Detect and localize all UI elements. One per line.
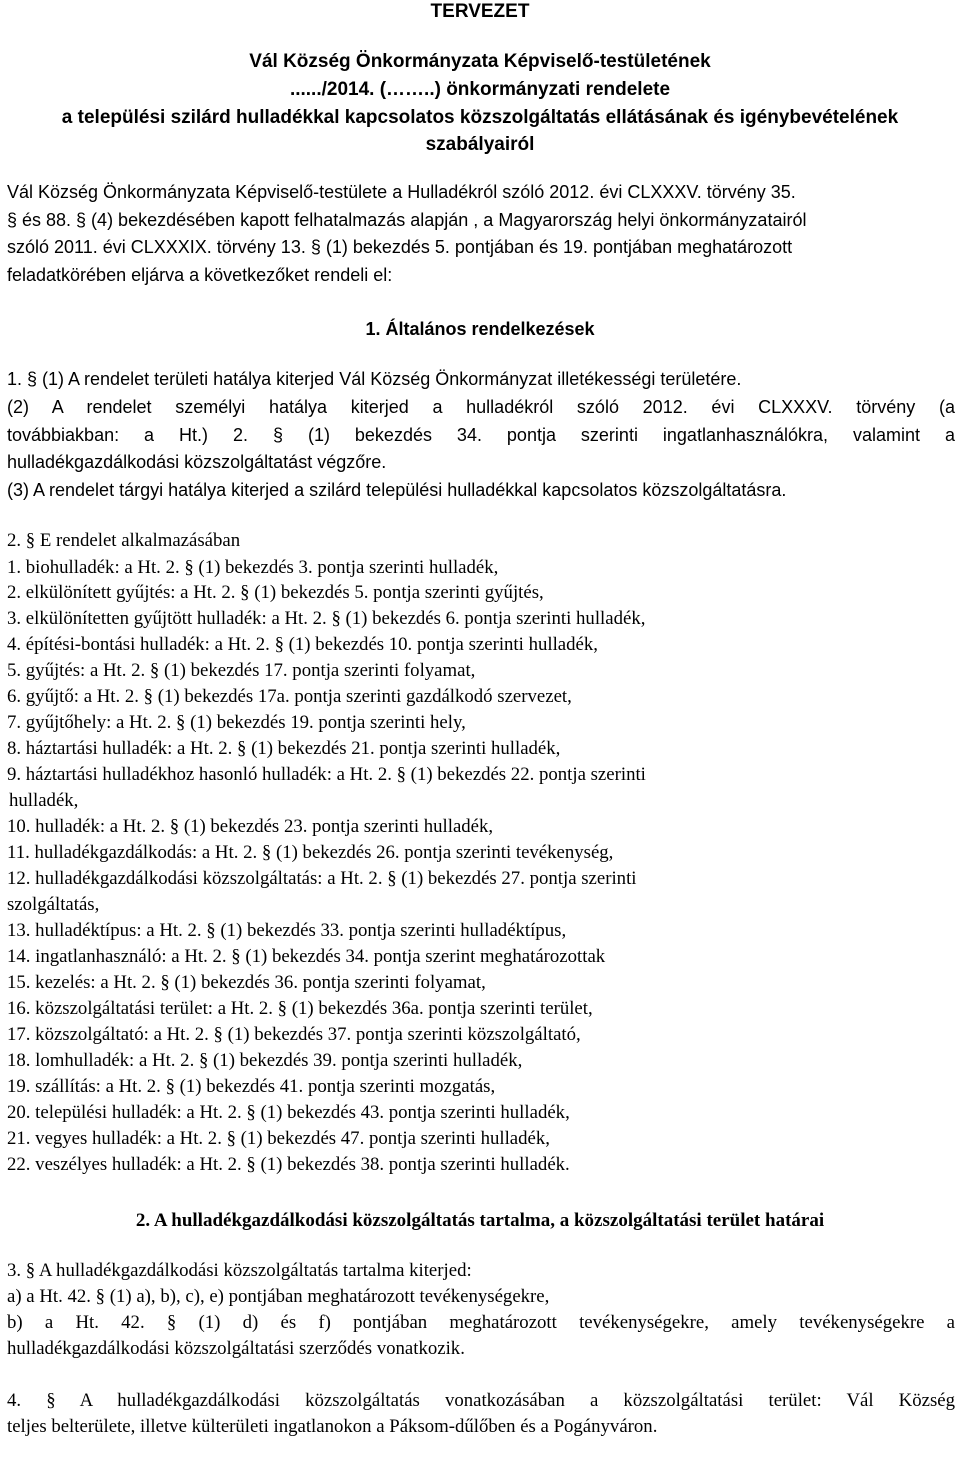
paragraph-line: (3) A rendelet tárgyi hatálya kiterjed a szilárd települési hulladékkal kapcsolatos közszolgáltatásra.	[7, 480, 787, 500]
definition-item: 3. elkülönítetten gyűjtött hulladék: a Ht. 2. § (1) bekezdés 6. pontja szerinti hulladék,	[7, 608, 646, 629]
preamble-line: feladatkörében eljárva a következőket rendeli el:	[7, 265, 393, 285]
definition-item: 12. hulladékgazdálkodási közszolgáltatás: a Ht. 2. § (1) bekezdés 27. pontja szerinti	[7, 868, 637, 889]
paragraph-line: hulladékgazdálkodási közszolgáltatást végzőre.	[7, 452, 387, 472]
definition-item: 5. gyűjtés: a Ht. 2. § (1) bekezdés 17. pontja szerinti folyamat,	[7, 660, 476, 681]
definition-item: 7. gyűjtőhely: a Ht. 2. § (1) bekezdés 19. pontja szerinti hely,	[7, 712, 466, 733]
preamble-line: Vál Község Önkormányzata Képviselő-testülete a Hulladékról szóló 2012. évi CLXXXV. törvény 35.	[7, 182, 796, 202]
section-heading: 2. A hulladékgazdálkodási közszolgáltatás tartalma, a közszolgáltatási terület határai	[135, 1210, 825, 1231]
definition-item: 22. veszélyes hulladék: a Ht. 2. § (1) bekezdés 38. pontja szerinti hulladék.	[7, 1154, 570, 1175]
definition-item: hulladék,	[9, 790, 79, 811]
subject-line: a települési szilárd hulladékkal kapcsolatos közszolgáltatás ellátásának és igénybevételének	[61, 107, 899, 128]
preamble-line: § és 88. § (4) bekezdésében kapott felhatalmazás alapján , a Magyarország helyi önkormányzatairól	[7, 210, 807, 230]
paragraph-line: 3. § A hulladékgazdálkodási közszolgáltatás tartalma kiterjed:	[7, 1260, 472, 1281]
definition-item: 4. építési-bontási hulladék: a Ht. 2. § (1) bekezdés 10. pontja szerinti hulladék,	[7, 634, 598, 655]
document-title: TERVEZET	[430, 1, 530, 22]
definition-item: 14. ingatlanhasználó: a Ht. 2. § (1) bekezdés 34. pontja szerint meghatározottak	[7, 946, 606, 967]
subject-line: szabályairól	[425, 134, 535, 155]
definition-item: 16. közszolgáltatási terület: a Ht. 2. § (1) bekezdés 36a. pontja szerinti terület,	[7, 998, 593, 1019]
paragraph-line: hulladékgazdálkodási közszolgáltatási szerződés vonatkozik.	[7, 1338, 465, 1359]
section-heading: 1. Általános rendelkezések	[365, 319, 595, 339]
definition-item: 21. vegyes hulladék: a Ht. 2. § (1) bekezdés 47. pontja szerinti hulladék,	[7, 1128, 550, 1149]
issuer-line: Vál Község Önkormányzata Képviselő-testületének	[249, 51, 711, 72]
preamble-line: szóló 2011. évi CLXXXIX. törvény 13. § (1) bekezdés 5. pontjában és 19. pontjában meghatározott	[7, 237, 793, 257]
paragraph-line: 1. § (1) A rendelet területi hatálya kiterjed Vál Község Önkormányzat illetékességi területére.	[7, 369, 742, 389]
definition-item: 17. közszolgáltató: a Ht. 2. § (1) bekezdés 37. pontja szerinti közszolgáltató,	[7, 1024, 581, 1045]
definitions-intro: 2. § E rendelet alkalmazásában	[7, 530, 241, 551]
definition-item: 18. lomhulladék: a Ht. 2. § (1) bekezdés 39. pontja szerinti hulladék,	[7, 1050, 523, 1071]
definition-item: szolgáltatás,	[7, 894, 100, 915]
paragraph-line: a) a Ht. 42. § (1) a), b), c), e) pontjában meghatározott tevékenységekre,	[7, 1286, 550, 1307]
paragraph-line: b) a Ht. 42. § (1) d) és f) pontjában meghatározott tevékenységekre, amely tevékenységekre a	[7, 1312, 955, 1333]
paragraph-line: teljes belterülete, illetve külterületi ingatlanokon a Páksom-dűlőben és a Pogányváron.	[7, 1416, 658, 1437]
paragraph-line: továbbiakban: a Ht.) 2. § (1) bekezdés 34. pontja szerinti ingatlanhasználókra, valamint a	[7, 425, 955, 445]
definition-item: 6. gyűjtő: a Ht. 2. § (1) bekezdés 17a. pontja szerinti gazdálkodó szervezet,	[7, 686, 572, 707]
definition-item: 15. kezelés: a Ht. 2. § (1) bekezdés 36. pontja szerinti folyamat,	[7, 972, 486, 993]
definition-item: 9. háztartási hulladékhoz hasonló hulladék: a Ht. 2. § (1) bekezdés 22. pontja szerinti	[7, 764, 646, 785]
regulation-number: ....../2014. (……..) önkormányzati rendelete	[289, 79, 671, 100]
definition-item: 13. hulladéktípus: a Ht. 2. § (1) bekezdés 33. pontja szerinti hulladéktípus,	[7, 920, 567, 941]
paragraph-line: (2) A rendelet személyi hatálya kiterjed a hulladékról szóló 2012. évi CLXXXV. törvény (a	[7, 397, 955, 417]
definition-item: 2. elkülönített gyűjtés: a Ht. 2. § (1) bekezdés 5. pontja szerinti gyűjtés,	[7, 582, 544, 603]
definition-item: 1. biohulladék: a Ht. 2. § (1) bekezdés 3. pontja szerinti hulladék,	[7, 557, 499, 578]
definition-item: 20. települési hulladék: a Ht. 2. § (1) bekezdés 43. pontja szerinti hulladék,	[7, 1102, 570, 1123]
paragraph-line: 4. § A hulladékgazdálkodási közszolgáltatás vonatkozásában a közszolgáltatási terület: Vál Község	[7, 1390, 955, 1411]
definition-item: 11. hulladékgazdálkodás: a Ht. 2. § (1) bekezdés 26. pontja szerinti tevékenység,	[7, 842, 614, 863]
definition-item: 8. háztartási hulladék: a Ht. 2. § (1) bekezdés 21. pontja szerinti hulladék,	[7, 738, 561, 759]
definition-item: 10. hulladék: a Ht. 2. § (1) bekezdés 23. pontja szerinti hulladék,	[7, 816, 494, 837]
definition-item: 19. szállítás: a Ht. 2. § (1) bekezdés 41. pontja szerinti mozgatás,	[7, 1076, 496, 1097]
